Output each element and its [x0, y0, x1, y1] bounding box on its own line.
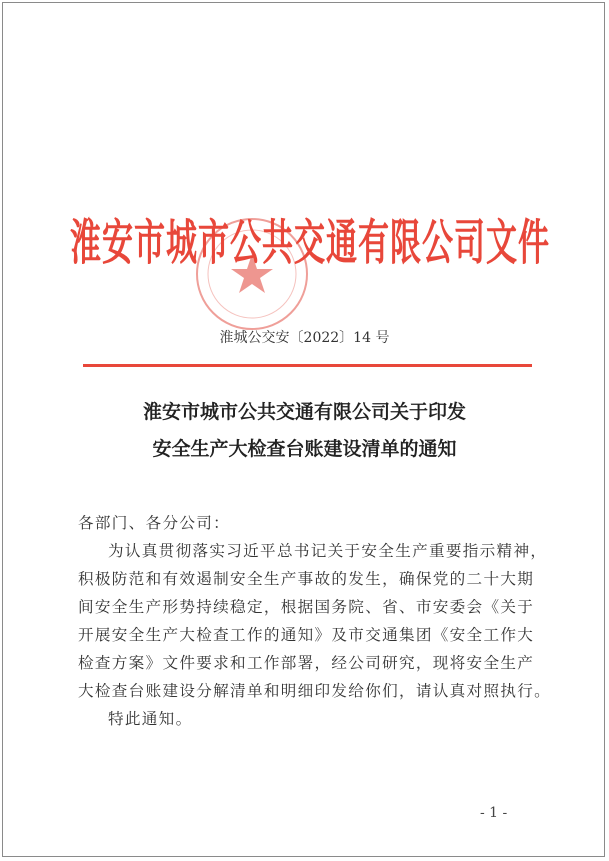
- body-line: 大检查台账建设分解清单和明细印发给你们，请认真对照执行。: [78, 682, 552, 700]
- body-line: 为认真贯彻落实习近平总书记关于安全生产重要指示精神，: [108, 542, 548, 560]
- title-line-2: 安全生产大检查台账建设清单的通知: [152, 438, 457, 460]
- body-line: 间安全生产形势持续稳定，根据国务院、省、市安委会《关于: [78, 598, 535, 616]
- page-frame: [2, 2, 605, 857]
- body-line: 积极防范和有效遏制安全生产事故的发生，确保党的二十大期: [78, 570, 535, 588]
- page-number: - 1 -: [480, 805, 508, 821]
- document-number: 淮城公交安〔2022〕14 号: [219, 330, 390, 346]
- title-line-1: 淮安市城市公共交通有限公司关于印发: [142, 401, 466, 423]
- salutation: 各部门、各分公司：: [78, 514, 231, 532]
- closing: 特此通知。: [108, 710, 193, 728]
- body-line: 检查方案》文件要求和工作部署，经公司研究，现将安全生产: [78, 654, 535, 672]
- red-divider: [83, 364, 532, 367]
- body-line: 开展安全生产大检查工作的通知》及市交通集团《安全工作大: [78, 626, 535, 644]
- document-masthead: 淮安市城市公共交通有限公司文件: [70, 215, 550, 272]
